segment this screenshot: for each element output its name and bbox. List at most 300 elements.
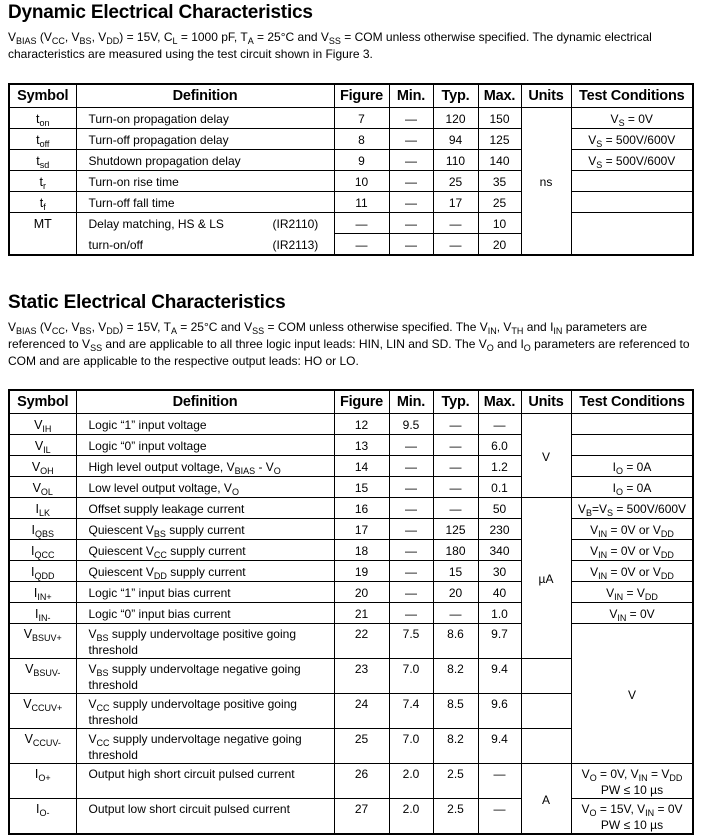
typ-cell: 8.6 [433, 624, 478, 659]
definition-text [89, 152, 331, 170]
column-header: Figure [334, 390, 389, 414]
text-segment: supply current [166, 565, 246, 579]
text-segment: supply undervoltage positive going threshold [88, 627, 296, 657]
text-segment: , V [91, 320, 107, 334]
subscript: IN [487, 326, 497, 336]
figure-cell: 8 [334, 129, 389, 150]
table-row [9, 456, 693, 477]
subscript: BS [153, 529, 166, 539]
text-segment: V [88, 732, 97, 746]
table-row [9, 150, 693, 171]
min-cell: — [389, 435, 433, 456]
text-segment: supply undervoltage positive going threshold [88, 697, 297, 727]
text-segment: = 25°C and V [253, 30, 329, 44]
text-segment: V [88, 627, 97, 641]
text-segment: Logic “0” input bias current [88, 607, 231, 621]
text-segment: V [88, 697, 97, 711]
test-conditions-cell [571, 171, 693, 192]
text-segment: = 0A [623, 481, 652, 495]
text-segment: (V [36, 30, 52, 44]
text-segment: V [590, 565, 599, 579]
subscript: O [486, 343, 494, 353]
table-row [9, 799, 693, 835]
subscript: O- [39, 808, 50, 818]
subscript: DD [644, 592, 658, 602]
test-conditions-cell [571, 519, 693, 540]
figure-cell: 25 [334, 729, 389, 764]
text-segment: Turn-off propagation delay [88, 133, 229, 147]
units-cell: V [571, 624, 693, 764]
text-segment: V [581, 767, 590, 781]
table-row [9, 213, 693, 234]
subscript: DD [660, 550, 674, 560]
subscript: SS [328, 36, 341, 46]
subscript: BS [96, 668, 109, 678]
subscript: O [523, 343, 531, 353]
table-row [9, 561, 693, 582]
definition-text [89, 236, 331, 254]
symbol-cell [9, 129, 76, 150]
figure-cell: 18 [334, 540, 389, 561]
max-cell: 230 [478, 519, 521, 540]
subscript: DD [660, 571, 674, 581]
definition-text [89, 173, 331, 191]
max-cell: 9.4 [478, 729, 521, 764]
test-conditions-cell [571, 561, 693, 582]
figure-cell: 17 [334, 519, 389, 540]
min-cell: 7.0 [389, 659, 433, 694]
subscript: BS [96, 633, 109, 643]
units-cell: A [521, 764, 571, 835]
text-segment: supply current [166, 544, 246, 558]
definition-cell [76, 519, 334, 540]
min-cell: — [389, 150, 433, 171]
figure-cell: 15 [334, 477, 389, 498]
min-cell: — [389, 129, 433, 150]
text-segment: V [34, 418, 43, 432]
dynamic-intro [8, 29, 693, 63]
subscript: QDD [34, 571, 55, 581]
typ-cell: 8.5 [433, 694, 478, 729]
part-number: (IR2113) [272, 237, 319, 252]
text-segment: V [8, 30, 17, 44]
typ-cell: — [433, 234, 478, 256]
text-segment: = 15V, V [596, 802, 646, 816]
typ-cell: — [433, 435, 478, 456]
column-header: Units [521, 84, 571, 108]
max-cell: 40 [478, 582, 521, 603]
test-conditions-cell [571, 414, 693, 435]
text-segment: = COM unless otherwise specified. The V [264, 320, 488, 334]
max-cell: 50 [478, 498, 521, 519]
text-segment: Output low short circuit pulsed current [88, 802, 290, 816]
max-cell: 6.0 [478, 435, 521, 456]
test-conditions-cell [521, 729, 571, 764]
text-segment: t [36, 112, 40, 126]
text-segment: Offset supply leakage current [88, 502, 245, 516]
text-segment: Quiescent V [88, 565, 154, 579]
min-cell: — [389, 456, 433, 477]
column-header: Typ. [433, 390, 478, 414]
column-header: Typ. [433, 84, 478, 108]
static-section-title: Static Electrical Characteristics [8, 292, 286, 313]
subscript: QCC [34, 550, 55, 560]
subscript: O [615, 487, 623, 497]
typ-cell: 2.5 [433, 764, 478, 799]
definition-cell [76, 624, 334, 659]
table-row [9, 171, 693, 192]
text-segment: turn-on/off [88, 237, 143, 252]
subscript: QBS [34, 529, 54, 539]
test-conditions-cell [571, 435, 693, 456]
text-segment: supply current [165, 523, 245, 537]
typ-cell: — [433, 603, 478, 624]
test-conditions-cell [571, 150, 693, 171]
text-segment: ) = 15V, T [119, 320, 171, 334]
dynamic-characteristics-table [8, 83, 694, 256]
text-segment: supply undervoltage negative going threshold [88, 732, 302, 762]
table-row [9, 414, 693, 435]
symbol-cell [9, 108, 76, 129]
min-cell: 9.5 [389, 414, 433, 435]
text-segment: I [612, 481, 616, 495]
definition-text [89, 731, 331, 763]
column-header: Test Conditions [571, 390, 693, 414]
symbol-cell [9, 540, 76, 561]
definition-cell [76, 234, 334, 256]
text-segment: = V [647, 767, 670, 781]
units-cell: V [521, 414, 571, 498]
subscript: BS [79, 326, 92, 336]
definition-cell [76, 171, 334, 192]
text-segment: MT [33, 217, 52, 231]
subscript: IN [598, 571, 608, 581]
symbol-cell [9, 171, 76, 192]
text-segment: = 0V [624, 112, 653, 126]
text-segment: , V [64, 30, 80, 44]
definition-text [89, 458, 331, 476]
subscript: BS [79, 36, 92, 46]
definition-cell [76, 764, 334, 799]
figure-cell: 9 [334, 150, 389, 171]
min-cell: 7.4 [389, 694, 433, 729]
definition-text [89, 605, 331, 623]
definition-text [89, 696, 331, 728]
subscript: IN+ [37, 592, 52, 602]
text-segment: Low level output voltage, V [88, 481, 232, 495]
text-segment: V [581, 802, 590, 816]
typ-cell: 110 [433, 150, 478, 171]
column-header: Max. [478, 84, 521, 108]
max-cell: 30 [478, 561, 521, 582]
definition-cell [76, 150, 334, 171]
text-segment: PW ≤ 10 µs [600, 783, 664, 797]
text-segment: Logic “1” input voltage [88, 418, 207, 432]
text-segment: = 0V [626, 607, 655, 621]
max-cell: 20 [478, 234, 521, 256]
definition-text [89, 500, 331, 518]
subscript: BSUV- [33, 668, 61, 678]
test-conditions-cell [521, 659, 571, 694]
text-segment: V [606, 586, 615, 600]
figure-cell: 21 [334, 603, 389, 624]
text-segment: (V [36, 320, 52, 334]
symbol-cell [9, 435, 76, 456]
text-segment: I [35, 607, 39, 621]
typ-cell: — [433, 477, 478, 498]
definition-cell [76, 498, 334, 519]
symbol-cell [9, 477, 76, 498]
text-segment: = 25°C and V [176, 320, 253, 334]
text-segment: V [23, 627, 33, 641]
text-segment: I [34, 767, 39, 781]
max-cell: 0.1 [478, 477, 521, 498]
text-segment: V [32, 481, 41, 495]
subscript: CCUV+ [31, 703, 63, 713]
text-segment: , V [496, 320, 512, 334]
text-segment: parameters are referenced to V [8, 320, 648, 351]
text-segment: Logic “0” input voltage [88, 439, 207, 453]
column-header: Definition [76, 84, 334, 108]
table-row [9, 582, 693, 603]
subscript: LK [38, 508, 50, 518]
typ-cell: 15 [433, 561, 478, 582]
figure-cell: 13 [334, 435, 389, 456]
typ-cell: — [433, 414, 478, 435]
text-segment: ) = 15V, C [119, 30, 173, 44]
text-segment: = 500V/600V [602, 154, 676, 168]
min-cell: — [389, 519, 433, 540]
symbol-cell [9, 659, 76, 694]
definition-text [89, 584, 331, 602]
column-header: Min. [389, 390, 433, 414]
typ-cell: — [433, 456, 478, 477]
text-segment: I [31, 523, 35, 537]
text-segment: = 0V or V [607, 523, 661, 537]
symbol-cell [9, 192, 76, 213]
subscript: O [273, 466, 281, 476]
max-cell: 9.4 [478, 659, 521, 694]
subscript: A [170, 326, 177, 336]
text-segment: = V [623, 586, 645, 600]
text-segment: Output high short circuit pulsed current [88, 767, 295, 781]
definition-text [89, 194, 331, 212]
max-cell: 340 [478, 540, 521, 561]
text-segment: V [610, 112, 619, 126]
max-cell: 1.0 [478, 603, 521, 624]
subscript: CCUV- [32, 738, 61, 748]
figure-cell: 20 [334, 582, 389, 603]
text-segment: = 500V/600V [613, 502, 687, 516]
subscript: off [39, 139, 50, 149]
definition-text [89, 626, 331, 658]
max-cell: 9.6 [478, 694, 521, 729]
subscript: CC [51, 326, 65, 336]
subscript: IN [553, 326, 563, 336]
definition-cell [76, 108, 334, 129]
typ-cell: 8.2 [433, 729, 478, 764]
min-cell: 7.0 [389, 729, 433, 764]
text-segment: and I [523, 320, 554, 334]
test-conditions-cell [571, 603, 693, 624]
text-segment: t [36, 133, 40, 147]
symbol-cell [9, 799, 76, 835]
definition-text [89, 542, 331, 560]
test-conditions-cell [571, 129, 693, 150]
figure-cell: 24 [334, 694, 389, 729]
text-segment: parameters are referenced to COM and are applicable to the respective output leads: HO or LO. [8, 337, 690, 368]
definition-cell [76, 477, 334, 498]
symbol-cell [9, 498, 76, 519]
symbol-cell [9, 582, 76, 603]
text-segment: V [590, 544, 599, 558]
figure-cell: 11 [334, 192, 389, 213]
subscript: O [589, 773, 597, 783]
definition-cell [76, 540, 334, 561]
subscript: O [231, 487, 239, 497]
figure-cell: 19 [334, 561, 389, 582]
subscript: IN- [38, 613, 51, 623]
column-header: Figure [334, 84, 389, 108]
max-cell: 9.7 [478, 624, 521, 659]
max-cell: — [478, 414, 521, 435]
definition-text [89, 801, 331, 817]
subscript: O [615, 466, 623, 476]
subscript: S [596, 139, 603, 149]
test-conditions-cell [571, 192, 693, 213]
definition-cell [76, 435, 334, 456]
subscript: IN [638, 773, 648, 783]
subscript: IN [645, 808, 655, 818]
figure-cell: 12 [334, 414, 389, 435]
subscript: IL [43, 445, 51, 455]
text-segment: I [612, 460, 616, 474]
subscript: B [585, 508, 592, 518]
min-cell: 7.5 [389, 624, 433, 659]
max-cell: 35 [478, 171, 521, 192]
definition-cell [76, 729, 334, 764]
subscript: S [618, 118, 625, 128]
definition-cell [76, 414, 334, 435]
text-segment: , V [91, 30, 107, 44]
min-cell: — [389, 477, 433, 498]
column-header: Max. [478, 390, 521, 414]
subscript: on [39, 118, 50, 128]
subscript: BIAS [234, 466, 256, 476]
test-conditions-cell [571, 498, 693, 519]
text-segment: - V [255, 460, 274, 474]
text-segment: V [34, 439, 44, 453]
min-cell: — [389, 192, 433, 213]
text-segment: I [33, 586, 38, 600]
text-segment: t [39, 175, 43, 189]
text-segment: V [609, 607, 618, 621]
max-cell: — [478, 799, 521, 835]
test-conditions-cell [571, 213, 693, 256]
test-conditions-cell [521, 694, 571, 729]
min-cell: — [389, 108, 433, 129]
symbol-cell [9, 729, 76, 764]
text-segment: V [88, 662, 97, 676]
symbol-cell [9, 764, 76, 799]
subscript: DD [106, 36, 120, 46]
figure-cell: 7 [334, 108, 389, 129]
definition-cell [76, 582, 334, 603]
table-row [9, 603, 693, 624]
text-segment: and are applicable to all three logic input leads: HIN, LIN and SD. The V [102, 337, 487, 351]
text-segment: = 0V, V [596, 767, 639, 781]
subscript: IN [598, 529, 608, 539]
definition-text [89, 661, 331, 693]
subscript: BIAS [16, 326, 37, 336]
text-segment: = 0V or V [607, 544, 661, 558]
column-header: Min. [389, 84, 433, 108]
table-row [9, 129, 693, 150]
typ-cell: 94 [433, 129, 478, 150]
subscript: O [589, 808, 597, 818]
text-segment: I [35, 502, 39, 516]
text-segment: = COM unless otherwise specified. The dynamic electrical characteristics are measured using the test circuit shown in Figure 3. [8, 30, 652, 61]
table-row [9, 435, 693, 456]
figure-cell: 10 [334, 171, 389, 192]
static-characteristics-table [8, 389, 694, 835]
subscript: OL [40, 487, 53, 497]
symbol-cell [9, 694, 76, 729]
text-segment: V [588, 133, 597, 147]
test-conditions-cell [571, 540, 693, 561]
definition-text [89, 131, 331, 149]
text-segment: t [36, 154, 40, 168]
subscript: SS [90, 343, 103, 353]
max-cell: 1.2 [478, 456, 521, 477]
definition-text [89, 521, 331, 539]
definition-cell [76, 561, 334, 582]
subscript: S [606, 508, 613, 518]
subscript: SS [252, 326, 265, 336]
test-conditions-cell [571, 799, 693, 835]
test-conditions-cell [571, 477, 693, 498]
definition-text [89, 416, 331, 434]
subscript: A [247, 36, 254, 46]
figure-cell: — [334, 234, 389, 256]
table-row [9, 540, 693, 561]
max-cell: 10 [478, 213, 521, 234]
subscript: f [43, 202, 46, 212]
min-cell: — [389, 171, 433, 192]
test-conditions-cell [571, 582, 693, 603]
definition-text [89, 437, 331, 455]
definition-cell [76, 694, 334, 729]
table-row [9, 519, 693, 540]
subscript: DD [660, 529, 674, 539]
subscript: L [172, 36, 178, 46]
definition-cell [76, 799, 334, 835]
subscript: DD [153, 571, 167, 581]
subscript: sd [39, 160, 50, 170]
table-row [9, 192, 693, 213]
text-segment: V [24, 732, 33, 746]
typ-cell: 17 [433, 192, 478, 213]
max-cell: — [478, 764, 521, 799]
text-segment: = 0V or V [607, 565, 661, 579]
column-header: Units [521, 390, 571, 414]
text-segment: = 0A [623, 460, 652, 474]
min-cell: — [389, 603, 433, 624]
typ-cell: 125 [433, 519, 478, 540]
symbol-cell [9, 414, 76, 435]
symbol-cell [9, 150, 76, 171]
text-segment: V [23, 697, 32, 711]
